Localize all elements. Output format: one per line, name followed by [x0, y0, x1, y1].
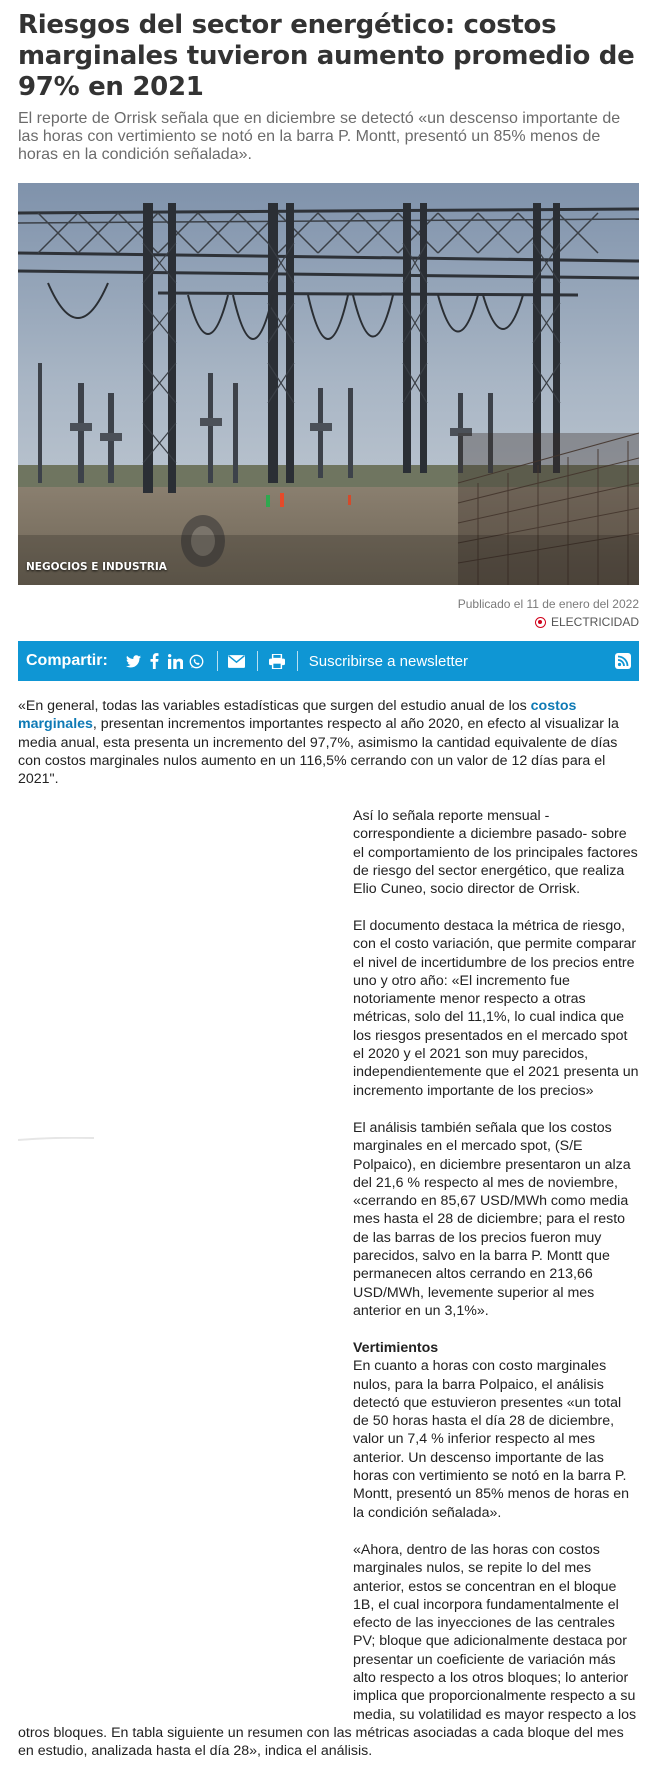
- paragraph-text: En cuanto a horas con costo marginales nulos, para la barra Polpaico, el análisis detectó que estuvieron presentes «un total de 50 horas hasta el día 28 de diciembre, valor un 7,4 % inferior respecto al mes anterior. Un descenso importante de las horas con vertimiento se notó en la barra P. Montt, presentó un 85% menos de horas en la condición señalada».: [353, 1358, 630, 1521]
- category-tag[interactable]: [535, 615, 639, 629]
- costos-marginales-link[interactable]: costos marginales: [18, 698, 577, 733]
- category-label: ELECTRICIDAD: [550, 615, 639, 629]
- paragraph-metrica: [353, 917, 639, 1100]
- paragraph-text: «Ahora, dentro de las horas con costos marginales nulos, se repite lo del mes anterior, estos se concentran en el bloque 1B, el cual incorpora fundamentalmente el efecto de las inyecciones de las centrales PV; bloque que adicionalmente destaca por presentar un coeficiente de variación más alto respecto a los otros bloques; lo anterior implica que proporcionalmente respecto a su media, su volatilidad es mayor respecto a los: [353, 1542, 637, 1723]
- paragraph-text: El análisis también señala que los costos marginales en el mercado spot, (S/E Polpaico), en diciembre presentaron un alza del 21,6 % respecto al mes de noviembre, «cerrando en 85,67 USD/MWh como media mes hasta el 28 de diciembre; para el resto de las barras de los precios fueron muy parecidos, salvo en la barra P. Montt que permanecen altos cerrando en 213,66 USD/MWh, levemente superior al mes anterior en un 3,1%».: [353, 1120, 631, 1319]
- divider: [297, 651, 298, 671]
- whatsapp-icon[interactable]: [187, 651, 207, 671]
- paragraph-bloques: [353, 1541, 639, 1724]
- paragraph-text: «En general, todas las variables estadísticas que surgen del estudio anual de los: [18, 698, 531, 714]
- section-vertimientos: [353, 1339, 639, 1522]
- article-lead: El reporte de Orrisk señala que en diciembre se detectó «un descenso importante de las horas con vertimiento se notó en la barra P. Montt, presentó un 85% menos de horas en la condición señalada».: [18, 110, 621, 163]
- share-bar: [18, 641, 639, 681]
- paragraph-analisis: [353, 1119, 639, 1320]
- rss-icon[interactable]: [615, 653, 631, 669]
- facebook-icon[interactable]: [145, 651, 165, 671]
- linkedin-icon[interactable]: [166, 651, 186, 671]
- paragraph-bloques-end: otros bloques. En tabla siguiente un resumen con las métricas asociadas a cada bloque del mes en estudio, analizada hasta el día 28», indica el análisis.: [18, 1725, 624, 1760]
- print-icon[interactable]: [267, 651, 287, 671]
- image-caption: NEGOCIOS E INDUSTRIA: [26, 561, 167, 573]
- share-label: Compartir:: [26, 652, 108, 669]
- paragraph-text: , presentan incrementos importantes respecto al año 2020, en efecto al visualizar la media anual, esta presenta un incremento del 97,7%, asimismo la cantidad equivalente de días con costos marginales nulos aumento en un 116,5% cerrando con un valor de 12 días para el 2021".: [18, 716, 619, 788]
- decorative-line: [18, 1137, 94, 1141]
- divider: [217, 651, 218, 671]
- newsletter-link[interactable]: Suscribirse a newsletter: [308, 652, 469, 670]
- twitter-icon[interactable]: [124, 651, 144, 671]
- article-headline: Riesgos del sector energético: costos marginales tuvieron aumento promedio de 97% en 2021: [18, 10, 635, 102]
- divider: [257, 651, 258, 671]
- paragraph-reporte: [353, 807, 639, 898]
- category-icon: [535, 617, 546, 628]
- section-subheading: Vertimientos: [353, 1340, 439, 1356]
- publish-date: Publicado el 11 de enero del 2022: [457, 597, 639, 611]
- paragraph-intro: [18, 697, 639, 788]
- paragraph-text: El documento destaca la métrica de riesgo, con el costo variación, que permite comparar el nivel de incertidumbre de los precios entre uno y otro año: «El incremento fue notoriamente menor respecto a otras métricas, solo del 11,1%, lo cual indica que los riesgos presentados en el mercado spot el 2020 y el 2021 son muy parecidos, independientemente que el 2021 presenta un incremento importante de los precios»: [353, 918, 639, 1099]
- hero-image: [18, 183, 639, 585]
- email-icon[interactable]: [227, 651, 247, 671]
- paragraph-text: Así lo señala reporte mensual -correspondiente a diciembre pasado- sobre el comportamiento de los principales factores de riesgo del sector energético, que realiza Elio Cuneo, socio director de Orrisk.: [353, 808, 638, 898]
